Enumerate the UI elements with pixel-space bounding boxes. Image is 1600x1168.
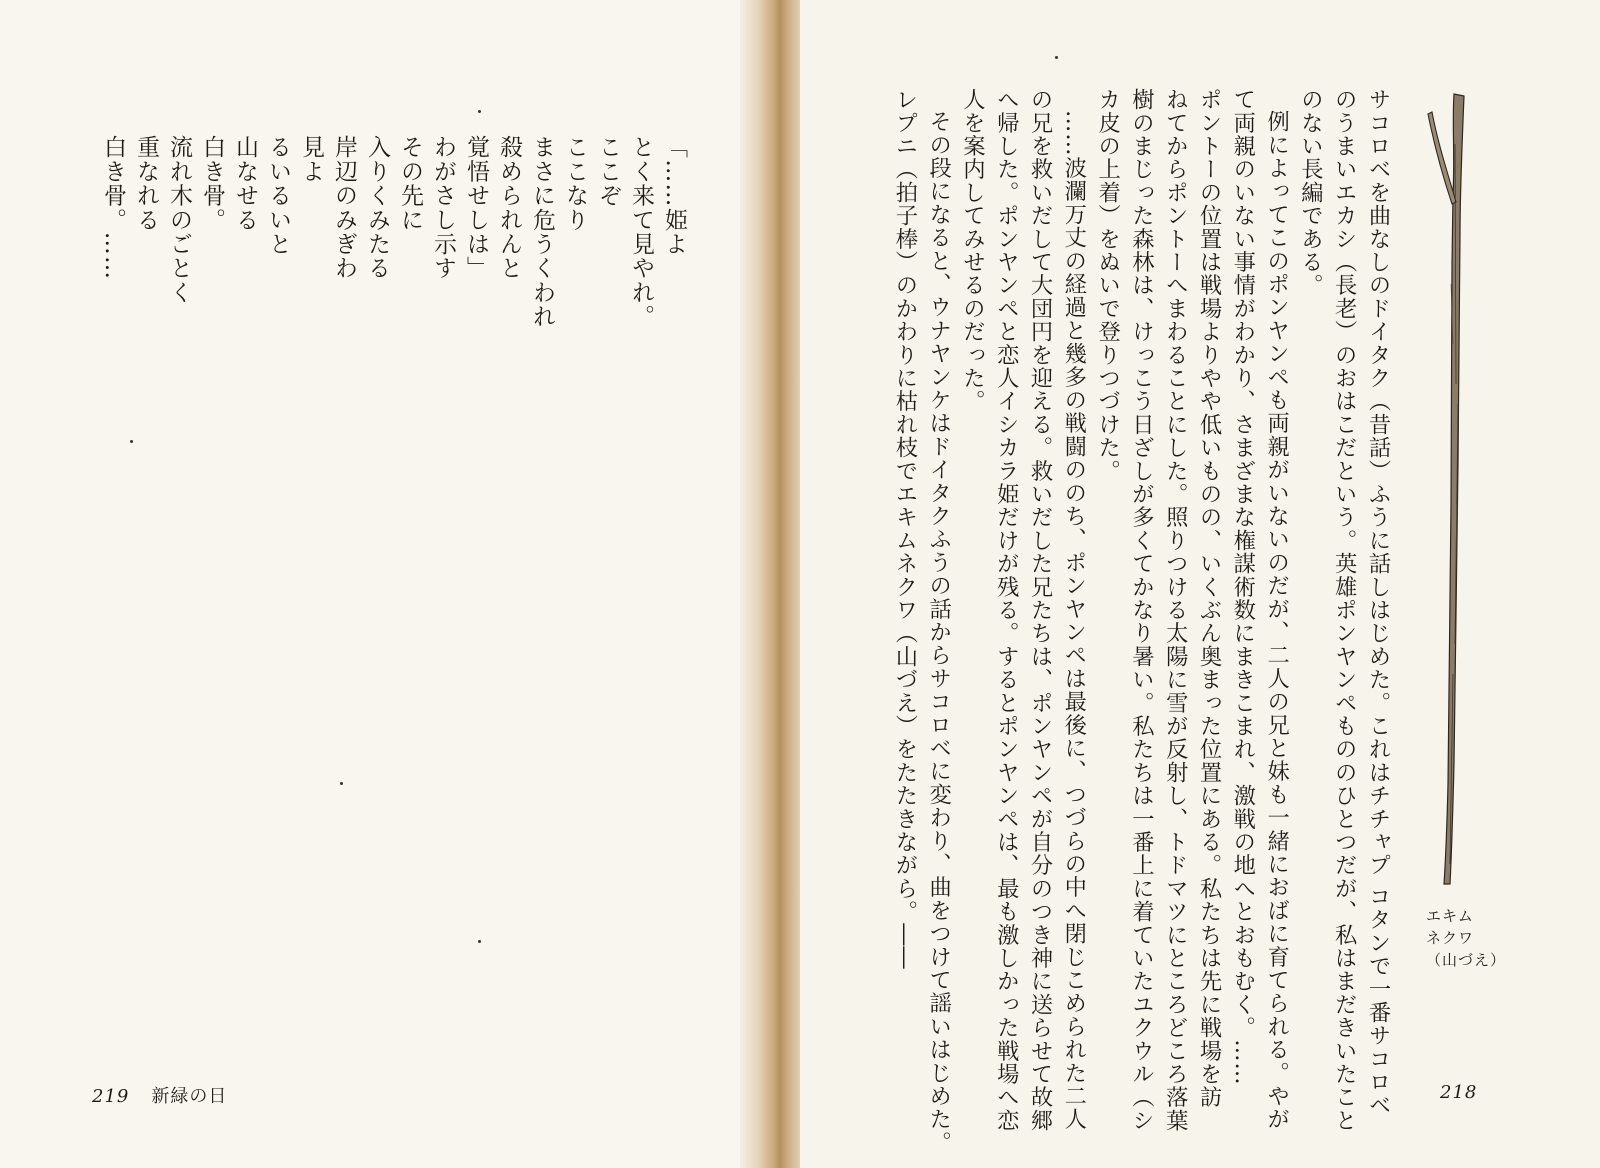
prose-line: のない長編である。 [1297, 88, 1324, 297]
paper-speck [478, 940, 481, 943]
paper-speck [478, 110, 481, 113]
poem-line: わがさし示す [430, 135, 456, 281]
paper-speck [340, 782, 343, 785]
poem-line: るいるいと [265, 135, 291, 256]
poem-line: 見よ [298, 135, 324, 184]
poem-line: 覚悟せしは」 [463, 135, 489, 281]
prose-line: て両親のいない事情がわかり、さまざまな権謀術数にまきこまれ、激戦の地へとおもむく。…… [1229, 88, 1256, 1086]
caption-line: （山づえ） [1426, 951, 1507, 969]
poem-line: 流れ木のごとく [166, 135, 192, 305]
poem-line: その先に [397, 135, 423, 232]
poem-line: とく来て見やれ。 [628, 135, 654, 329]
prose-line: レプニ（拍子棒）のかわりに枯れ枝でエキムネクワ（山づえ）をたたきながら。―― [891, 88, 918, 970]
caption-line: ネクワ [1426, 929, 1475, 947]
prose-line: の兄を救いだして大団円を迎える。救いだした兄たちは、ポンヤンペが自分のつき神に送らせて故郷 [1027, 88, 1054, 1132]
poem-line: 山なせる [232, 135, 258, 232]
poem-line: 岸辺のみぎわ [331, 135, 357, 281]
paper-speck [1055, 56, 1058, 59]
poem-line: 殺められんと [496, 135, 522, 281]
poem-line: 入りくみたる [364, 135, 390, 281]
prose-line: カ皮の上着）をぬいで登りつづけた。 [1094, 88, 1121, 483]
poem-line: ここなり [562, 135, 588, 232]
prose-line: ……波瀾万丈の経過と幾多の戦闘ののち、ポンヤンペは最後に、つづらの中へ閉じこめられた二人 [1060, 110, 1087, 1132]
prose-block [891, 88, 1394, 1155]
left-page-number: 219 [92, 1086, 130, 1107]
caption-line: エキム [1426, 907, 1474, 925]
poem-line: 白き骨。 [199, 135, 225, 232]
left-folio [92, 1082, 227, 1108]
right-page-number: 218 [1440, 1082, 1478, 1103]
poem-line: 重なれる [133, 135, 159, 232]
running-head: 新緑の日 [151, 1086, 228, 1107]
paper-speck [130, 440, 133, 443]
left-page [0, 0, 760, 1168]
prose-line: のうまいエカシ（長老）のおはこだという。英雄ポンヤンペもののひとつだが、私はまだきいたこと [1331, 88, 1358, 1132]
prose-line: 例によってこのポンヤンペも両親がいないのだが、二人の兄と妹も一緒におばに育てられる。やが [1263, 110, 1290, 1132]
prose-line: へ帰した。ポンヤンペと恋人イシカラ姫だけが残る。するとポンヤンペは、最も激しかった戦場へ恋 [993, 88, 1020, 1132]
prose-line: 人を案内してみせるのだった。 [959, 88, 986, 413]
poem-line: 白き骨。…… [100, 135, 126, 281]
prose-line: サコロベを曲なしのドイタク（昔話）ふうに話しはじめた。これはチチャプ コタンで一番サコロベ [1365, 88, 1391, 1117]
prose-line: 樹のまじった森林は、けっこう日ざしが多くてかなり暑い。私たちは一番上に着ていたユクウル（シ [1128, 88, 1155, 1132]
poem-line: まさに危うくわれ [529, 135, 555, 329]
prose-line: その段になると、ウナヤンケはドイタクふうの話からサコロベに変わり、曲をつけて謡いはじめた。 [925, 110, 952, 1155]
walking-stick-illustration [1422, 84, 1482, 894]
poem-block [50, 135, 690, 1035]
illustration-caption [1426, 905, 1546, 971]
poem-line: 「……姫よ [661, 135, 687, 256]
prose-line: ポントーの位置は戦場よりやや低いものの、いくぶん奥まった位置にある。私たちは先に戦場を訪 [1196, 88, 1223, 1109]
prose-line: ねてからポントーへまわることにした。照りつける太陽に雪が反射し、トドマツにところどころ落葉 [1162, 88, 1189, 1132]
poem-line: ここぞ [595, 135, 621, 208]
